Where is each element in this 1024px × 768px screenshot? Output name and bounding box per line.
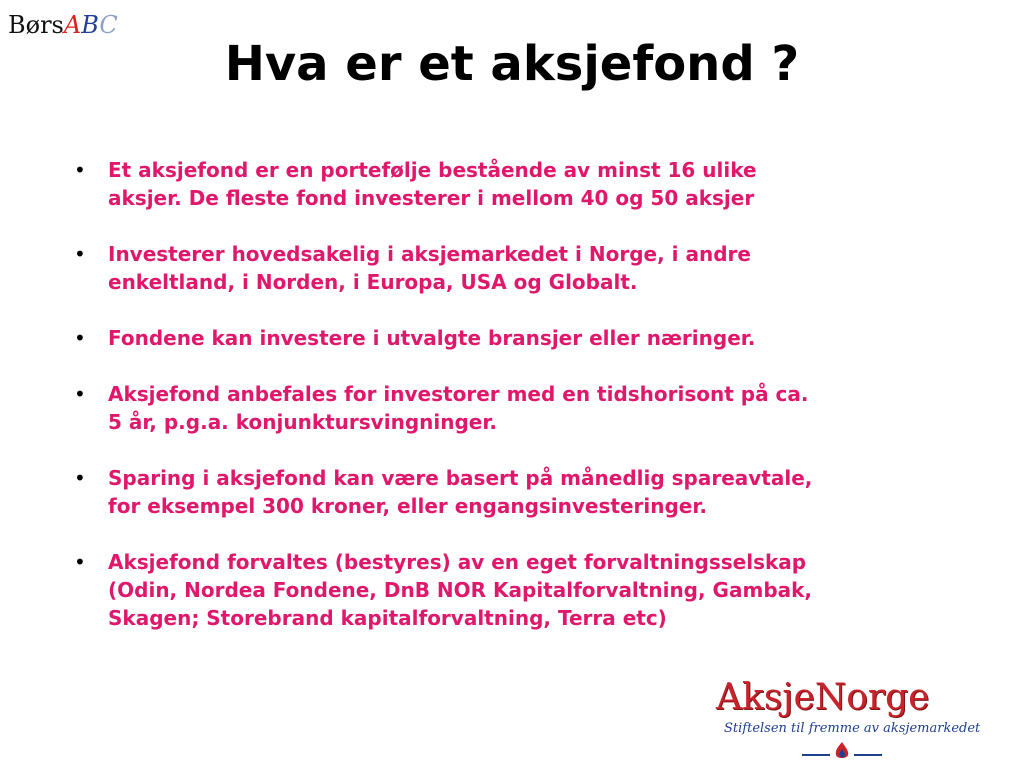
bullet-text: Aksjefond anbefales for investorer med en tidshorisont på ca. 5 år, p.g.a. konjunktursvingninger. [108,382,809,434]
bullet-text: Et aksjefond er en portefølje bestående av minst 16 ulike aksjer. De fleste fond investerer i mellom 40 og 50 aksjer [108,158,757,210]
bullet-text: Investerer hovedsakelig i aksjemarkedet i Norge, i andre enkeltland, i Norden, i Europa, USA og Globalt. [108,242,751,294]
bullet-item [70,156,930,212]
bullet-text: Fondene kan investere i utvalgte bransjer eller næringer. [108,326,756,350]
bullet-dot: • [74,466,86,490]
bullet-dot: • [74,550,86,574]
bullet-dot: • [74,242,86,266]
bullet-dot: • [74,382,86,406]
bullet-item [70,548,930,632]
bullet-text: Aksjefond forvaltes (bestyres) av en eget forvaltningsselskap (Odin, Nordea Fondene, DnB NOR Kapitalforvaltning, Gambak, Skagen; Storebrand kapitalforvaltning, Terra etc) [108,550,813,630]
aksjenorge-logo-name: AksjeNorge [716,677,930,718]
bullet-dot: • [74,326,86,350]
bullet-item [70,240,930,296]
bullet-item [70,324,930,352]
borsabc-logo-c: C [99,11,118,39]
bullet-text: Sparing i aksjefond kan være basert på månedlig spareavtale, for eksempel 300 kroner, eller engangsinvesteringer. [108,466,813,518]
aksjenorge-logo-tagline: Stiftelsen til fremme av aksjemarkedet [724,721,981,736]
bullet-item [70,464,930,520]
bullet-item [70,380,930,436]
borsabc-logo-a: A [63,11,82,39]
aksjenorge-logo [716,676,996,764]
borsabc-logo-word: Børs [8,11,64,39]
borsabc-logo-b: B [81,11,100,39]
bullet-dot: • [74,158,86,182]
bullet-list [70,156,930,660]
aksjenorge-flame-icon [802,740,882,762]
page-title: Hva er et aksjefond ? [224,36,800,92]
